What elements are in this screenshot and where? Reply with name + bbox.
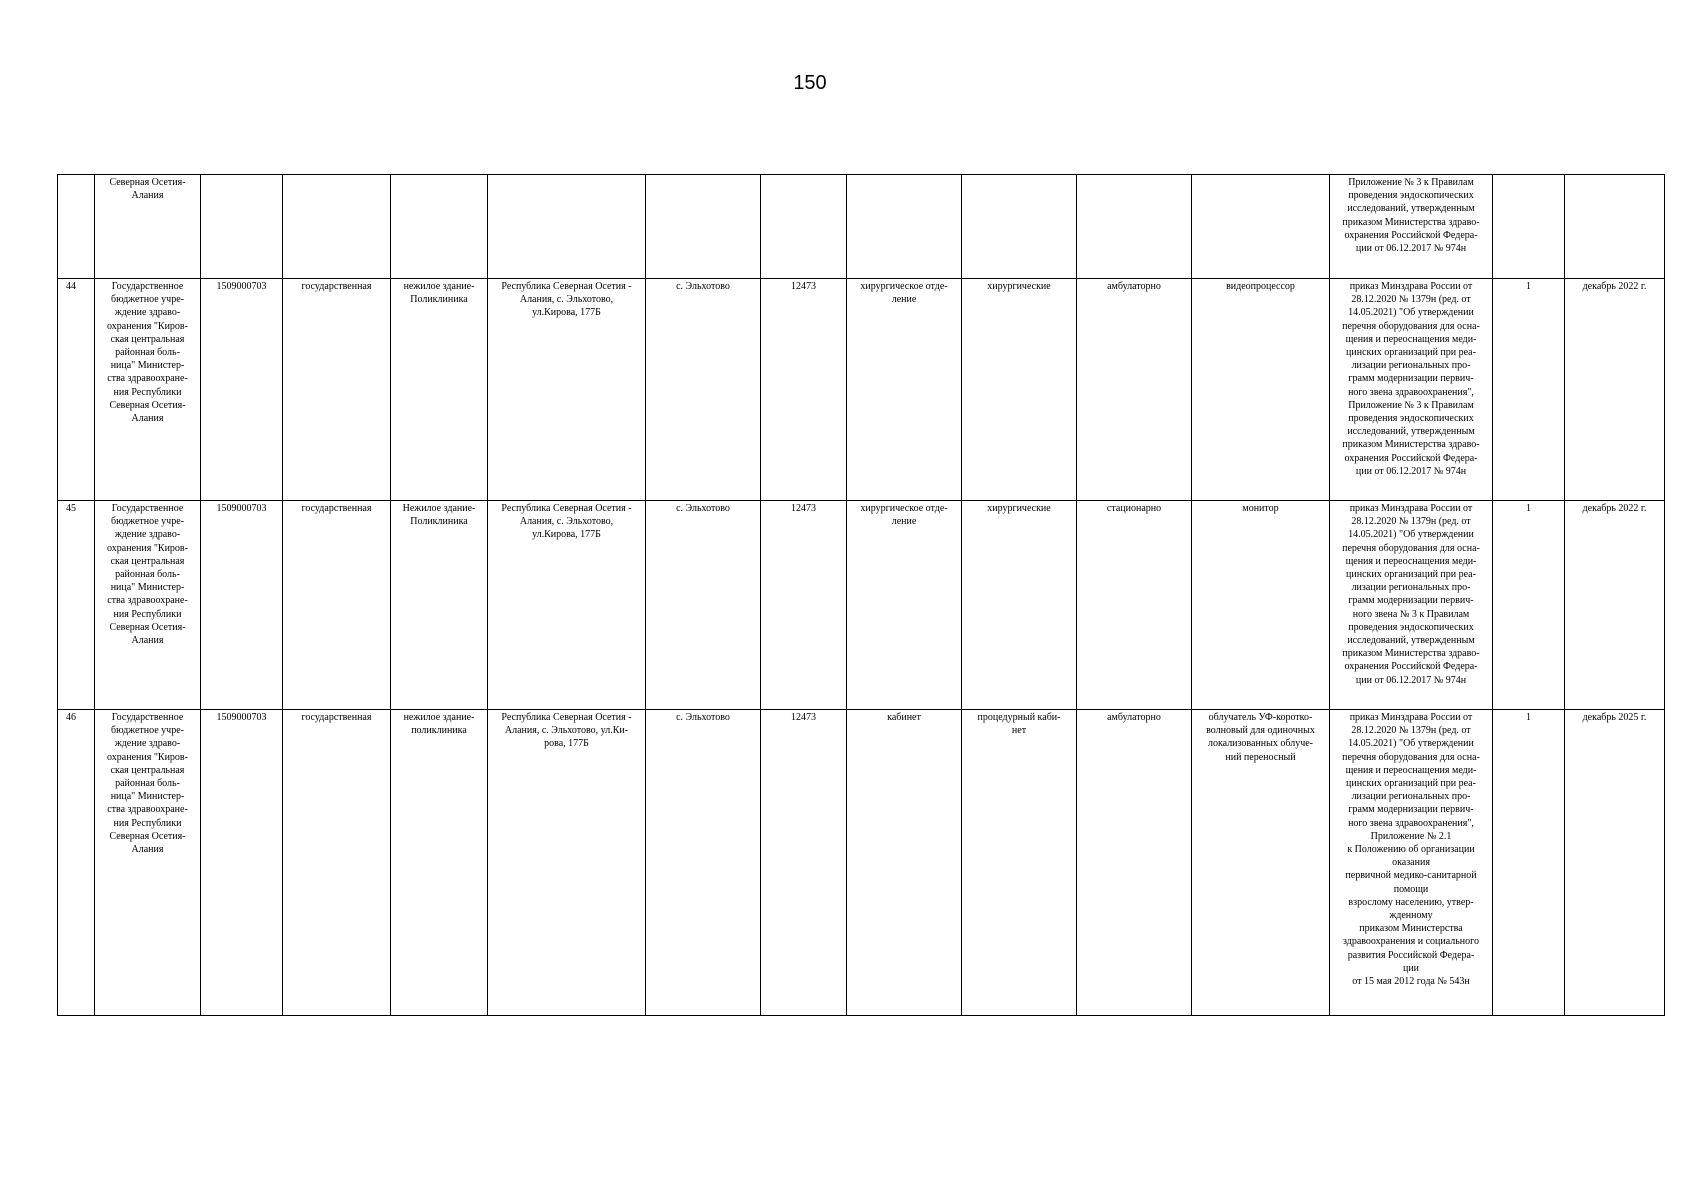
- care-conditions: амбулаторно: [1077, 279, 1192, 501]
- quantity: 1: [1493, 501, 1565, 710]
- regulation-reference: приказ Минздрава России от 28.12.2020 № 1379н (ред. от 14.05.2021) "Об утверждении перечня оборудования для осна- щения и переоснащения меди- цинских организаций при реа- лизации региональных про- грамм модернизации первич- ного звена № 3 к Правилам проведения эндоскопических исследований, утвержденным приказом Министерства здраво- охранения Российской Федера- ции от 06.12.2017 № 974н: [1330, 501, 1493, 710]
- equipment-name: облучатель УФ-коротко- волновый для одиночных локализованных облуче- ний переносный: [1192, 710, 1330, 1016]
- building-type: нежилое здание- Поликлиника: [391, 279, 488, 501]
- locality: с. Эльхотово: [646, 710, 761, 1016]
- quantity: [1493, 175, 1565, 279]
- oktmo-code: 12473: [761, 279, 847, 501]
- inn-code: [201, 175, 283, 279]
- department: [847, 175, 962, 279]
- care-conditions: стационарно: [1077, 501, 1192, 710]
- locality: с. Эльхотово: [646, 279, 761, 501]
- equipment-name: видеопроцессор: [1192, 279, 1330, 501]
- table-row: [58, 175, 1665, 279]
- table-row: [58, 710, 1665, 1016]
- organization-name: Государственное бюджетное учре- ждение здраво- охранения "Киров- ская центральная районная боль- ница" Министер- ства здравоохране- ния Республики Северная Осетия- Алания: [95, 710, 201, 1016]
- locality: с. Эльхотово: [646, 501, 761, 710]
- ownership-form: государственная: [283, 710, 391, 1016]
- equipment-name: [1192, 175, 1330, 279]
- regulation-reference: приказ Минздрава России от 28.12.2020 № 1379н (ред. от 14.05.2021) "Об утверждении перечня оборудования для осна- щения и переоснащения меди- цинских организаций при реа- лизации региональных про- грамм модернизации первич- ного звена здравоохранения", Приложение № 3 к Правилам проведения эндоскопических исследований, утвержденным приказом Министерства здраво- охранения Российской Федера- ции от 06.12.2017 № 974н: [1330, 279, 1493, 501]
- address: [488, 175, 646, 279]
- deadline: [1565, 175, 1665, 279]
- page-number: 150: [793, 72, 827, 94]
- building-type: нежилое здание- поликлиника: [391, 710, 488, 1016]
- table-row: [58, 279, 1665, 501]
- address: Республика Северная Осетия - Алания, с. Эльхотово, ул.Кирова, 177Б: [488, 279, 646, 501]
- ownership-form: государственная: [283, 279, 391, 501]
- quantity: 1: [1493, 710, 1565, 1016]
- department: хирургическое отде- ление: [847, 501, 962, 710]
- row-number: 46: [58, 710, 95, 1016]
- medical-profile: процедурный каби- нет: [962, 710, 1077, 1016]
- equipment-name: монитор: [1192, 501, 1330, 710]
- inn-code: 1509000703: [201, 279, 283, 501]
- oktmo-code: [761, 175, 847, 279]
- row-number: 44: [58, 279, 95, 501]
- inn-code: 1509000703: [201, 710, 283, 1016]
- building-type: [391, 175, 488, 279]
- medical-profile: хирургические: [962, 501, 1077, 710]
- deadline: декабрь 2022 г.: [1565, 501, 1665, 710]
- table-row: [58, 501, 1665, 710]
- department: кабинет: [847, 710, 962, 1016]
- medical-profile: хирургические: [962, 279, 1077, 501]
- oktmo-code: 12473: [761, 710, 847, 1016]
- oktmo-code: 12473: [761, 501, 847, 710]
- address: Республика Северная Осетия - Алания, с. Эльхотово, ул.Ки- рова, 177Б: [488, 710, 646, 1016]
- care-conditions: [1077, 175, 1192, 279]
- deadline: декабрь 2025 г.: [1565, 710, 1665, 1016]
- ownership-form: государственная: [283, 501, 391, 710]
- medical-profile: [962, 175, 1077, 279]
- address: Республика Северная Осетия - Алания, с. Эльхотово, ул.Кирова, 177Б: [488, 501, 646, 710]
- organization-name: Государственное бюджетное учре- ждение здраво- охранения "Киров- ская центральная районная боль- ница" Министер- ства здравоохране- ния Республики Северная Осетия- Алания: [95, 279, 201, 501]
- care-conditions: амбулаторно: [1077, 710, 1192, 1016]
- locality: [646, 175, 761, 279]
- deadline: декабрь 2022 г.: [1565, 279, 1665, 501]
- row-number: 45: [58, 501, 95, 710]
- quantity: 1: [1493, 279, 1565, 501]
- organization-name: Государственное бюджетное учре- ждение здраво- охранения "Киров- ская центральная районная боль- ница" Министер- ства здравоохране- ния Республики Северная Осетия- Алания: [95, 501, 201, 710]
- inn-code: 1509000703: [201, 501, 283, 710]
- building-type: Нежилое здание- Поликлиника: [391, 501, 488, 710]
- equipment-registry-table: [57, 174, 1665, 1016]
- regulation-reference: приказ Минздрава России от 28.12.2020 № 1379н (ред. от 14.05.2021) "Об утверждении перечня оборудования для осна- щения и переоснащения меди- цинских организаций при реа- лизации региональных про- грамм модернизации первич- ного звена здравоохранения", Приложение № 2.1 к Положению об организации оказания первичной медико-санитарной помощи взрослому населению, утвер- жденному приказом Министерства здравоохранения и социального развития Российской Федера- ции от 15 мая 2012 года № 543н: [1330, 710, 1493, 1016]
- row-number: [58, 175, 95, 279]
- organization-name: Северная Осетия- Алания: [95, 175, 201, 279]
- department: хирургическое отде- ление: [847, 279, 962, 501]
- regulation-reference: Приложение № 3 к Правилам проведения эндоскопических исследований, утвержденным приказом Министерства здраво- охранения Российской Федера- ции от 06.12.2017 № 974н: [1330, 175, 1493, 279]
- ownership-form: [283, 175, 391, 279]
